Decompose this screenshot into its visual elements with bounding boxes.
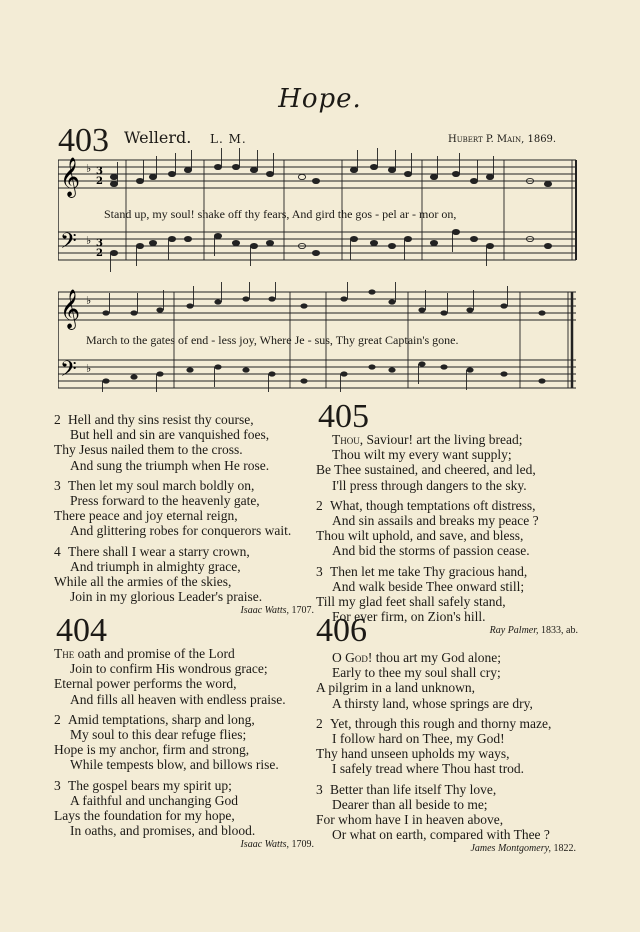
- svg-text:♭: ♭: [86, 162, 92, 175]
- hymn-405-verses: [316, 432, 586, 636]
- verse-block: [54, 544, 314, 605]
- verse-line: Thou wilt my every want supply;: [332, 447, 512, 463]
- svg-text:♭: ♭: [86, 234, 92, 247]
- verse-line: While tempests blow, and billows rise.: [70, 757, 279, 773]
- hymn-number-404: 404: [56, 612, 107, 649]
- verse-line: Be Thee sustained, and cheered, and led,: [316, 462, 536, 478]
- hymn-404-verses: [54, 646, 314, 850]
- author: Isaac Watts,: [240, 839, 289, 851]
- svg-text:𝄞: 𝄞: [60, 289, 81, 329]
- verse-line: But hell and sin are vanquished foes,: [70, 427, 270, 443]
- svg-text:3: 3: [96, 166, 103, 177]
- verse-block: [54, 646, 314, 707]
- author: James Montgomery,: [470, 843, 551, 855]
- verse-line: Thy Jesus nailed them to the cross.: [54, 442, 243, 458]
- first-word: Thou,: [332, 432, 364, 447]
- verse-line: A faithful and unchanging God: [70, 792, 238, 808]
- verse-line: And bid the storms of passion cease.: [332, 543, 530, 559]
- hymn-number-406: 406: [316, 612, 367, 649]
- verse-line: And sin assails and breaks my peace ?: [332, 513, 539, 529]
- verse-line: A thirsty land, whose springs are dry,: [332, 695, 533, 711]
- first-word: The: [54, 646, 75, 661]
- verse-line: In oaths, and promises, and blood.: [70, 823, 256, 839]
- hymn-406-verses: [316, 650, 586, 854]
- verse-line: Then let me take Thy gracious hand,: [330, 563, 528, 579]
- hymn-403-verses: [54, 412, 314, 616]
- hymn-number-405: 405: [318, 398, 369, 435]
- verse-line: The gospel bears my spirit up;: [68, 777, 232, 793]
- svg-text:♭: ♭: [86, 294, 92, 307]
- verse-line: Then let my soul march boldly on,: [68, 477, 255, 493]
- verse-line: Lays the foundation for my hope,: [54, 808, 235, 824]
- verse-block: [316, 782, 586, 843]
- verse-line: Early to thee my soul shall cry;: [332, 665, 501, 681]
- verse-line: There shall I wear a starry crown,: [68, 543, 250, 559]
- verse-number: 3: [54, 777, 61, 793]
- verse-line: Better than life itself Thy love,: [330, 781, 497, 797]
- verse-line: Thou wilt uphold, and save, and bless,: [316, 528, 524, 544]
- author: Isaac Watts,: [240, 605, 289, 617]
- verse-number: 2: [54, 412, 61, 427]
- verse-line: For whom have I in heaven above,: [316, 812, 504, 828]
- verse-block: [54, 712, 314, 773]
- verse-number: 3: [316, 781, 323, 797]
- verse-line: Press forward to the heavenly gate,: [70, 493, 260, 509]
- verse-line: And fills all heaven with endless praise.: [70, 691, 286, 707]
- verse-line: And glittering robes for conquerors wait.: [70, 523, 292, 539]
- verse-line: A pilgrim in a land unknown,: [316, 680, 475, 696]
- verse-block: [316, 498, 586, 559]
- verse-line: thou art my God alone;: [372, 650, 501, 665]
- attribution: [316, 843, 586, 854]
- verse-line: For ever firm, on Zion's hill.: [332, 609, 486, 625]
- verse-line: Thy hand unseen upholds my ways,: [316, 746, 510, 762]
- verse-line: Eternal power performs the word,: [54, 676, 237, 692]
- hymn-number-403: 403: [58, 122, 109, 159]
- year: 1707.: [291, 605, 314, 617]
- verse-line: I'll press through dangers to the sky.: [332, 477, 527, 493]
- year: 1833, ab.: [541, 625, 578, 637]
- verse-block: [54, 478, 314, 539]
- verse-line: Till my glad feet shall safely stand,: [316, 594, 506, 610]
- verse-line: What, though temptations oft distress,: [330, 497, 536, 513]
- lyric-line-1: Stand up, my soul! shake off thy fears, And gird the gos - pel ar - mor on,: [104, 207, 457, 221]
- verse-number: 4: [54, 543, 61, 559]
- verse-line: Hell and thy sins resist thy course,: [68, 412, 254, 427]
- verse-line: Or what on earth, compared with Thee ?: [332, 827, 550, 843]
- verse-line: Saviour! art the living bread;: [363, 432, 523, 447]
- verse-line: While all the armies of the skies,: [54, 574, 232, 590]
- verse-line: Join in my glorious Leader's praise.: [70, 589, 263, 605]
- verse-line: I safely tread where Thou hast trod.: [332, 761, 525, 777]
- verse-block: [316, 716, 586, 777]
- author: Ray Palmer,: [489, 625, 539, 637]
- verse-block: [316, 650, 586, 711]
- verse-line: Amid temptations, sharp and long,: [68, 711, 255, 727]
- verse-line: My soul to this dear refuge flies;: [70, 727, 247, 743]
- verse-block: [54, 778, 314, 839]
- verse-line: Yet, through this rough and thorny maze,: [330, 715, 552, 731]
- meter: L. M.: [210, 132, 247, 146]
- verse-line: Hope is my anchor, firm and strong,: [54, 742, 250, 758]
- verse-number: 3: [316, 563, 323, 579]
- verse-number: 3: [54, 477, 61, 493]
- svg-text:𝄢: 𝄢: [60, 357, 77, 387]
- verse-line: And walk beside Thee onward still;: [332, 578, 525, 594]
- verse-line: There peace and joy eternal reign,: [54, 508, 238, 524]
- verse-number: 2: [316, 715, 323, 731]
- verse-number: 2: [316, 497, 323, 513]
- verse-line: oath and promise of the Lord: [74, 646, 235, 661]
- verse-line: And sung the triumph when He rose.: [70, 457, 270, 473]
- verse-number: 2: [54, 711, 61, 727]
- svg-text:𝄢: 𝄢: [60, 229, 77, 259]
- svg-text:2: 2: [96, 176, 103, 187]
- svg-text:2: 2: [96, 248, 103, 259]
- verse-block: [54, 412, 314, 473]
- composer: Hubert P. Main, 1869.: [448, 134, 557, 145]
- svg-text:3: 3: [96, 238, 103, 249]
- svg-text:𝄞: 𝄞: [60, 157, 81, 197]
- attribution: [54, 839, 314, 850]
- lyric-line-2: March to the gates of end - less joy, Where Je - sus, Thy great Captain's gone.: [86, 333, 459, 347]
- first-word: O God!: [332, 650, 373, 665]
- verse-line: And triumph in almighty grace,: [70, 558, 241, 574]
- verse-line: Join to confirm His wondrous grace;: [70, 661, 268, 677]
- page-title: Hope.: [278, 84, 362, 114]
- year: 1822.: [553, 843, 576, 855]
- verse-block: [316, 432, 586, 493]
- svg-text:♭: ♭: [86, 362, 92, 375]
- year: 1709.: [291, 839, 314, 851]
- tune-name: Wellerd.: [124, 128, 192, 147]
- verse-line: I follow hard on Thee, my God!: [332, 731, 505, 747]
- verse-line: Dearer than all beside to me;: [332, 796, 488, 812]
